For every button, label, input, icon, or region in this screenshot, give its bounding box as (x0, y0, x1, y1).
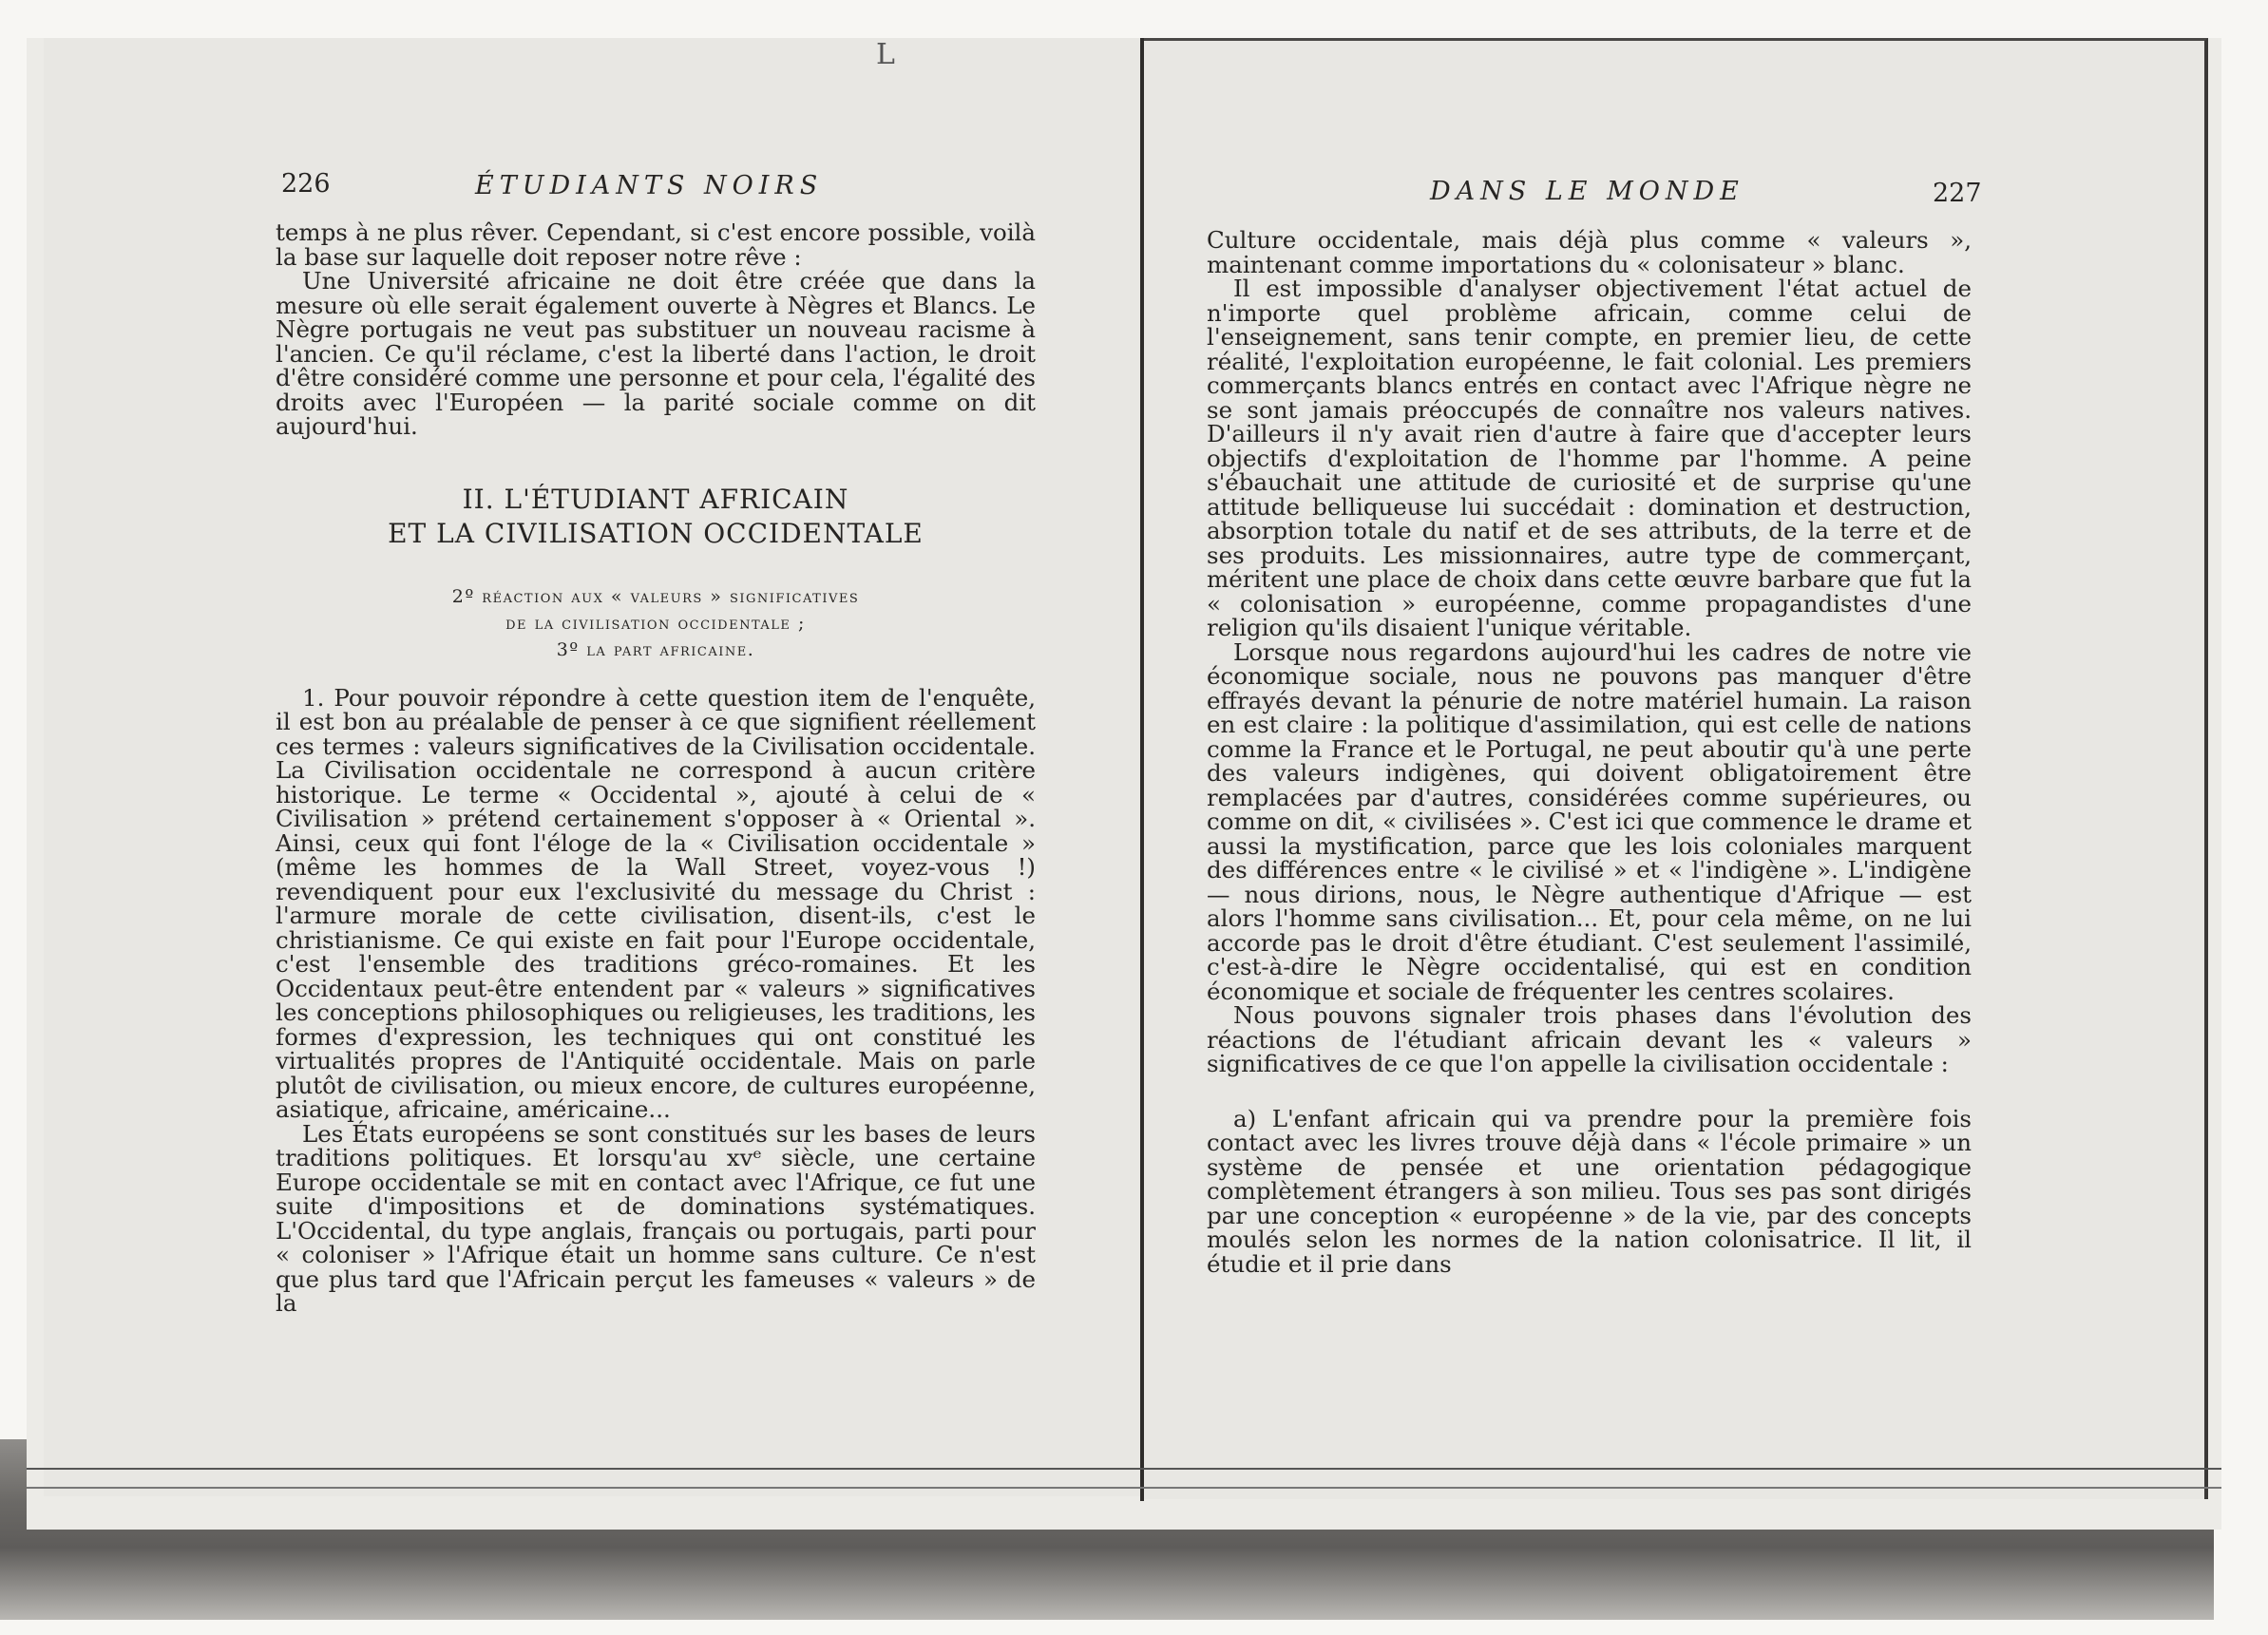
left-page-text (276, 220, 1036, 1316)
section-subtitle: 2º réaction aux « valeurs » significatives de la civilisation occidentale ; 3º la part africaine. (451, 585, 860, 660)
list-item: a) L'enfant africain qui va prendre pour la première fois contact avec les livres trouve déjà dans « l'école primaire » un système de pensée et une orientation pédagogique complètement étrangers à son milieu. Tous ses pas sont dirigés par une conception « européenne » de la vie, par des concepts moulés selon les normes de la nation colonisatrice. Il lit, il étudie et il prie dans (1207, 1104, 1972, 1278)
handwritten-mark: L (876, 38, 895, 71)
section-title: II. L'ÉTUDIANT AFRICAIN ET LA CIVILISATION OCCIDENTALE (388, 483, 924, 549)
paragraph: 1. Pour pouvoir répondre à cette question item de l'enquête, il est bon au préalable de penser à ce que signifient réellement ces termes : valeurs significatives de la Civilisation occidentale. La Civilisation occidentale ne correspond à aucun critère historique. Le terme « Occidental », ajouté à celui de « Civilisation » prétend certainement s'opposer à « Oriental ». Ainsi, ceux qui font l'éloge de la « Civilisation occidentale » (même les hommes de la Wall Street, voyez-vous !) revendiquent pour eux l'exclusivité du message du Christ : l'armure morale de cette civilisation, disent-ils, c'est le christianisme. Ce qui existe en fait pour l'Europe occidentale, c'est l'ensemble des traditions gréco-romaines. Et les Occidentaux peut-être entendent par « valeurs » significatives les conceptions philosophiques ou religieuses, les traditions, les formes d'expression, les techniques qui ont constitué les virtualités propres de l'Antiquité occidentale. Mais on parle plutôt de civilisation, ou mieux encore, de cultures européenne, asiatique, africaine, américaine... (276, 683, 1036, 1123)
left-running-head: ÉTUDIANTS NOIRS (475, 171, 824, 200)
paragraph: Une Université africaine ne doit être créée que dans la mesure où elle serait également ouverte à Nègres et Blancs. Le Nègre portugais ne veut pas substituer un nouveau racisme à l'ancien. Ce qu'il réclame, c'est la liberté dans l'action, le droit d'être considéré comme une personne et pour cela, l'égalité des droits avec l'Européen — la parité sociale comme on dit aujourd'hui. (276, 267, 1036, 440)
paragraph: Culture occidentale, mais déjà plus comme « valeurs », maintenant comme importations du « colonisateur » blanc. (1207, 226, 1972, 278)
book-gutter (1140, 38, 1144, 1501)
paragraph: Il est impossible d'analyser objectivement l'état actuel de n'importe quel problème africain, comme celui de l'enseignement, sans tenir compte, en premier lieu, de cette réalité, l'exploitation européenne, le fait colonial. Les premiers commerçants blancs entrés en contact avec l'Afrique nègre ne se sont jamais préoccupés de connaître nos valeurs natives. D'ailleurs il n'y avait rien d'autre à faire que d'accepter leurs objectifs d'exploitation de l'homme par l'homme. A peine s'ébauchait une attitude de curiosité et de surprise qu'une attitude belliqueuse lui succédait : domination et destruction, absorption totale du natif et de ses attributs, de la terre et de ses produits. Les missionnaires, autre type de commerçant, méritent une place de choix dans cette œuvre barbare que fut la « colonisation » européenne, comme propagandistes d'une religion qu'ils disaient l'unique véritable. (1207, 275, 1972, 641)
paragraph: Lorsque nous regardons aujourd'hui les cadres de notre vie économique sociale, nous ne pouvons pas manquer d'être effrayés devant la pénurie de notre matériel humain. La raison en est claire : la politique d'assimilation, qui est celle de nations comme la France et le Portugal, ne peut aboutir qu'à une perte des valeurs indigènes, qui doivent obligatoirement être remplacées par d'autres, considérées comme supérieures, ou comme on dit, « civilisées ». C'est ici que commence le drame et aussi la mystification, parce que les lois coloniales marquent des différences entre « le civilisé » et « l'indigène ». L'indigène — nous dirions, nous, le Nègre authentique d'Afrique — est alors l'homme sans civilisation... Et, pour cela même, on ne lui accorde pas le droit d'être étudiant. C'est seulement l'assimilé, c'est-à-dire le Nègre occidentalisé, qui est en condition économique et sociale de fréquenter les centres scolaires. (1207, 637, 1972, 1005)
right-running-head: DANS LE MONDE (1430, 177, 1744, 206)
page-edges (27, 1468, 2221, 1489)
right-page-text (1207, 228, 1972, 1276)
paragraph: temps à ne plus rêver. Cependant, si c'est encore possible, voilà la base sur laquelle doit reposer notre rêve : (276, 219, 1036, 271)
left-page-number: 226 (281, 169, 331, 199)
paragraph: Nous pouvons signaler trois phases dans l'évolution des réactions de l'étudiant africain devant les « valeurs » significatives de ce que l'on appelle la civilisation occidentale : (1207, 1001, 1972, 1077)
right-page-number: 227 (1933, 179, 1982, 208)
paragraph: Les États européens se sont constitués sur les bases de leurs traditions politiques. Et lorsqu'au xvᵉ siècle, une certaine Europe occidentale se mit en contact avec l'Afrique, ce fut une suite d'impositions et de dominations systématiques. L'Occidental, du type anglais, français ou portugais, parti pour « coloniser » l'Afrique était un homme sans culture. Ce n'est que plus tard que l'Africain perçut les fameuses « valeurs » de la (276, 1119, 1036, 1317)
